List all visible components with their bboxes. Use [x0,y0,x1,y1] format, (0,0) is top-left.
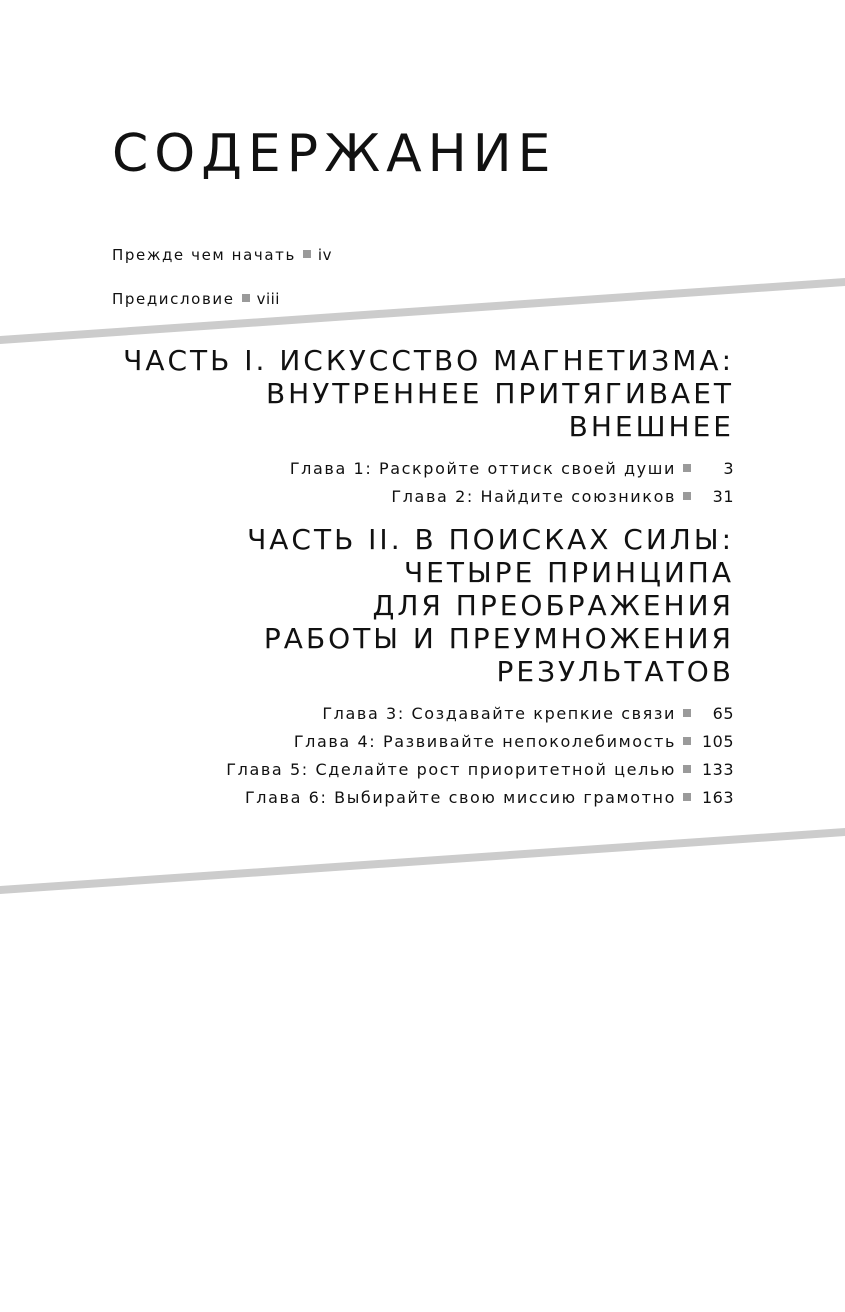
bullet-square-icon [683,793,691,801]
bullet-square-icon [683,464,691,472]
part-title-line: ЧЕТЫРЕ ПРИНЦИПА [403,556,734,589]
page-title: СОДЕРЖАНИЕ [112,124,557,184]
chapter-page: 3 [723,459,734,478]
bullet-square-icon [683,765,691,773]
chapter-label: Глава 1: Раскройте оттиск своей души [289,459,676,478]
part-title-line: ДЛЯ ПРЕОБРАЖЕНИЯ [372,589,734,622]
bullet-square-icon [683,709,691,717]
part-2-chapters [54,700,734,812]
chapter-2-entry[interactable] [54,483,734,511]
chapter-3-entry[interactable] [54,700,734,728]
lower-stripe [0,828,845,894]
chapter-page: 31 [712,487,734,506]
chapter-label: Глава 3: Создавайте крепкие связи [322,704,676,723]
part-2 [54,523,734,812]
bullet-square-icon [683,492,691,500]
front-matter-label: Прежде чем начать [112,246,296,264]
chapter-page: 133 [701,760,734,779]
chapter-page: 105 [701,732,734,751]
part-title-line: ВНЕШНЕЕ [568,410,734,443]
front-matter-item[interactable] [112,290,280,308]
chapter-label: Глава 2: Найдите союзников [391,487,676,506]
chapter-page: 163 [701,788,734,807]
front-matter-item[interactable] [112,246,332,264]
part-title-line: РЕЗУЛЬТАТОВ [496,655,734,688]
front-matter-page: iv [317,246,332,264]
bullet-square-icon [683,737,691,745]
upper-stripe [0,278,845,344]
bullet-square-icon [303,250,311,258]
chapter-6-entry[interactable] [54,784,734,812]
front-matter-page: viii [256,290,280,308]
part-1 [54,344,734,511]
part-2-title[interactable] [54,523,734,688]
chapter-label: Глава 6: Выбирайте свою миссию грамотно [244,788,676,807]
chapter-5-entry[interactable] [54,756,734,784]
chapter-page: 65 [712,704,734,723]
front-matter-label: Предисловие [112,290,235,308]
part-1-title[interactable] [54,344,734,443]
chapter-4-entry[interactable] [54,728,734,756]
part-title-line: ВНУТРЕННЕЕ ПРИТЯГИВАЕТ [265,377,734,410]
part-title-line: ЧАСТЬ II. В ПОИСКАХ СИЛЫ: [247,523,734,556]
part-title-line: ЧАСТЬ I. ИСКУССТВО МАГНЕТИЗМА: [123,344,734,377]
part-title-line: РАБОТЫ И ПРЕУМНОЖЕНИЯ [263,622,734,655]
chapter-label: Глава 4: Развивайте непоколебимость [293,732,676,751]
part-1-chapters [54,455,734,511]
bullet-square-icon [242,294,250,302]
chapter-1-entry[interactable] [54,455,734,483]
table-of-contents [54,344,734,824]
chapter-label: Глава 5: Сделайте рост приоритетной целью [226,760,676,779]
